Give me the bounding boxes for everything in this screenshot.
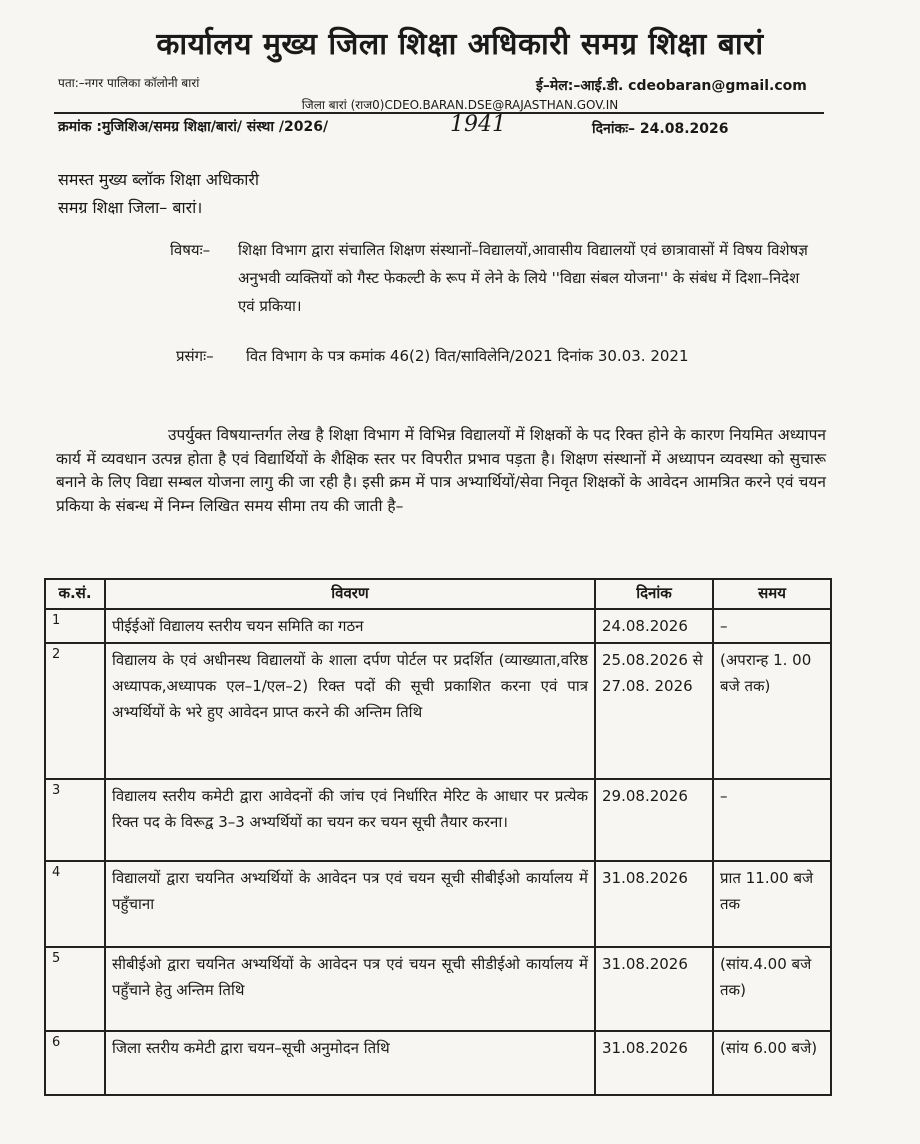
row-time: (सांय 6.00 बजे) — [713, 1031, 831, 1095]
table-row — [45, 947, 831, 1031]
row-date: 31.08.2026 — [595, 947, 713, 1031]
row-description: जिला स्तरीय कमेटी द्वारा चयन–सूची अनुमोदन तिथि — [105, 1031, 595, 1095]
table-row — [45, 609, 831, 643]
row-sn: 6 — [45, 1031, 105, 1095]
row-description: विद्यालयों द्वारा चयनित अभ्यर्थियों के आवेदन पत्र एवं चयन सूची सीबीईओ कार्यालय में पहुँचाना — [105, 861, 595, 947]
letter-date: दिनांकः– 24.08.2026 — [592, 121, 729, 137]
subject-text: शिक्षा विभाग द्वारा संचालित शिक्षण संस्थानों–विद्यालयों,आवासीय विद्यालयों एवं छात्रावासों में विषय विशेषज्ञ अनुभवी व्यक्तियों को गैस्ट फेकल्टी के रूप में लेने के लिये ''विद्या संबल योजना'' के संबंध में दिशा–निदेश एवं प्रकिया। — [238, 241, 808, 315]
row-sn: 3 — [45, 779, 105, 861]
row-time: – — [713, 609, 831, 643]
body-text: उपर्युक्त विषयान्तर्गत लेख है शिक्षा विभाग में विभिन्न विद्यालयों में शिक्षकों के पद रिक्त होने के कारण नियमित अध्यापन कार्य में व्यवधान उत्पन्न होता है एवं विद्यार्थियों के शैक्षिक स्तर पर विपरीत प्रभाव पड़ता है। शिक्षण संस्थानों में अध्यापन व्यवस्था को सुचारू बनाने के लिए विद्या सम्बल योजना लागु की जा रही है। इसी क्रम में पात्र अभ्यार्थियों/सेवा निवृत शिक्षकों के आवेदन आमत्रित करने एवं चयन प्रकिया के संबन्ध में निम्न लिखित समय सीमा तय की जाती है– — [56, 426, 826, 515]
prasang-text: वित विभाग के पत्र कमांक 46(2) वित/साविलेनि/2021 दिनांक 30.03. 2021 — [246, 347, 689, 365]
row-time: (सांय.4.00 बजे तक) — [713, 947, 831, 1031]
table-row — [45, 1031, 831, 1095]
header-divider — [54, 112, 824, 114]
row-date: 24.08.2026 — [595, 609, 713, 643]
schedule-table — [44, 578, 832, 1096]
row-date: 31.08.2026 — [595, 861, 713, 947]
row-time: (अपरान्ह 1. 00 बजे तक) — [713, 643, 831, 779]
row-description: विद्यालय स्तरीय कमेटी द्वारा आवेदनों की जांच एवं निर्धारित मेरिट के आधार पर प्रत्येक रिक्त पद के विरूद्व 3–3 अभ्यर्थियों का चयन कर चयन सूची तैयार करना। — [105, 779, 595, 861]
table-row — [45, 779, 831, 861]
row-sn: 5 — [45, 947, 105, 1031]
row-time: – — [713, 779, 831, 861]
row-date: 25.08.2026 से 27.08. 2026 — [595, 643, 713, 779]
table-row — [45, 861, 831, 947]
col-header-sn: क.सं. — [45, 579, 105, 609]
office-email: ई–मेल:–आई.डी. cdeobaran@gmail.com — [536, 78, 807, 94]
col-header-time: समय — [713, 579, 831, 609]
addressee-line-1: समस्त मुख्य ब्लॉक शिक्षा अधिकारी — [58, 170, 260, 189]
reference-number: 1941 — [450, 112, 506, 137]
row-date: 29.08.2026 — [595, 779, 713, 861]
row-sn: 1 — [45, 609, 105, 643]
addressee-line-2: समग्र शिक्षा जिला– बारां। — [58, 198, 203, 217]
district-email-line: जिला बारां (राज0)CDEO.BARAN.DSE@RAJASTHAN.GOV.IN — [301, 98, 619, 112]
row-sn: 4 — [45, 861, 105, 947]
table-row — [45, 643, 831, 779]
subject-block — [170, 236, 810, 320]
reference-line: क्रमांक :मुजिशिअ/समग्र शिक्षा/बारां/ संस्था /2026/ — [58, 119, 329, 135]
table-header-row — [45, 579, 831, 609]
row-description: सीबीईओ द्वारा चयनित अभ्यर्थियों के आवेदन पत्र एवं चयन सूची सीडीईओ कार्यालय में पहुँचाने हेतु अन्तिम तिथि — [105, 947, 595, 1031]
prasang-label: प्रसंगः– — [176, 347, 214, 365]
col-header-date: दिनांक — [595, 579, 713, 609]
reference-context-block — [176, 342, 816, 370]
row-time: प्रात 11.00 बजे तक — [713, 861, 831, 947]
body-paragraph — [56, 424, 826, 518]
row-description: विद्यालय के एवं अधीनस्थ विद्यालयों के शाला दर्पण पोर्टल पर प्रदर्शित (व्याख्याता,वरिष्ठ अध्यापक,अध्यापक एल–1/एल–2) रिक्त पदों की सूची प्रकाशित करना एवं पात्र अभ्यर्थियों के भरे हुए आवेदन प्राप्त करने की अन्तिम तिथि — [105, 643, 595, 779]
row-description: पीईईओं विद्यालय स्तरीय चयन समिति का गठन — [105, 609, 595, 643]
office-title: कार्यालय मुख्य जिला शिक्षा अधिकारी समग्र शिक्षा बारां — [156, 27, 764, 62]
row-date: 31.08.2026 — [595, 1031, 713, 1095]
row-sn: 2 — [45, 643, 105, 779]
office-address: पता:–नगर पालिका कॉलोनी बारां — [58, 76, 200, 90]
addressee — [58, 166, 259, 222]
subject-label: विषयः– — [170, 241, 211, 259]
col-header-description: विवरण — [105, 579, 595, 609]
